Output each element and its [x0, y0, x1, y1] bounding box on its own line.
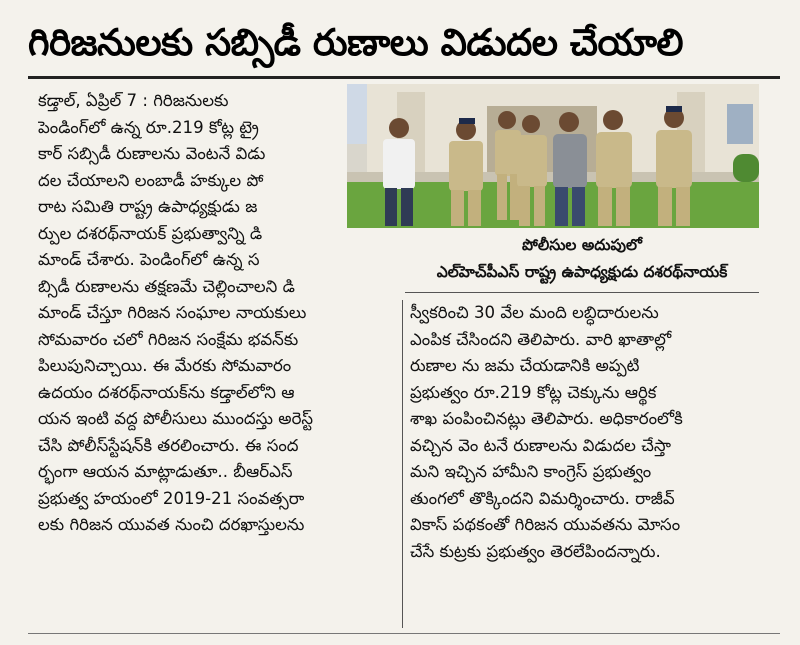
- headline: గిరిజనులకు సబ్సిడీ రుణాలు విడుదల చేయాలి: [28, 21, 684, 64]
- article-column-right: [410, 300, 766, 630]
- article-column-left: [38, 88, 396, 623]
- article-line: రుణాల ను జమ చేయడానికి అప్పటి: [410, 356, 640, 375]
- photo-caption-line-2: ఎల్‌హెచ్‌పీఎస్ రాష్ట్ర ఉపాధ్యక్షుడు దశరథ్‌నాయక్: [436, 263, 728, 281]
- article-line: బ్సిడీ రుణాలను తక్షణమే చెల్లించాలని డి: [38, 276, 295, 296]
- photo-window: [727, 104, 753, 144]
- article-line: ర్భంగా ఆయన మాట్లాడుతూ.. బీఆర్ఎస్: [38, 462, 293, 481]
- news-photo: [347, 84, 759, 228]
- article-line: చేసే కుట్రకు ప్రభుత్వం తెరలేపిందన్నారు.: [410, 541, 661, 561]
- headline-rule: [28, 76, 780, 79]
- article-line: మాండ్ చేస్తూ గిరిజన సంఘాల నాయకులు: [38, 303, 307, 322]
- article-line: మని ఇచ్చిన హామీని కాంగ్రెస్ ప్రభుత్వం: [410, 462, 652, 481]
- article-line: ప్రభుత్వం రూ.219 కోట్ల చెక్కును ఆర్థిక: [410, 382, 657, 402]
- article-line: చేసి పోలీస్‌స్టేషన్‌కి తరలించారు. ఈ సంద: [38, 435, 299, 455]
- photo-illustration: [347, 84, 759, 228]
- article-line: కడ్తాల్, ఏప్రిల్ 7 : గిరిజనులకు: [38, 91, 229, 110]
- photo-shrub: [733, 154, 759, 182]
- article-line: సోమవారం చలో గిరిజన సంక్షేమ భవన్‌కు: [38, 329, 299, 349]
- article-line: పిలుపునిచ్చాయి. ఈ మేరకు సోమవారం: [38, 356, 292, 375]
- article-line: వికాస్ పథకంతో గిరిజన యువతను మోసం: [410, 515, 681, 534]
- article-line: లకు గిరిజన యువత నుంచి దరఖాస్తులను: [38, 515, 305, 534]
- article-line: తుంగలో తొక్కిందని విమర్శించారు. రాజీవ్: [410, 488, 675, 508]
- article-line: వచ్చిన వెం టనే రుణాలను విడుదల చేస్తా: [410, 435, 671, 455]
- article-line: ర్పుల దశరథ్‌నాయక్ ప్రభుత్వాన్ని డి: [38, 223, 263, 243]
- column-divider: [402, 300, 403, 628]
- bottom-rule: [28, 633, 780, 634]
- article-line: స్వీకరించి 30 వేల మంది లబ్ధిదారులను: [410, 303, 659, 322]
- article-line: మాండ్ చేశారు. పెండింగ్‌లో ఉన్న స: [38, 250, 260, 269]
- article-line: యన ఇంటి వద్ద పోలీసులు ముందస్తు అరెస్ట్: [38, 409, 314, 428]
- article-line: ఉదయం దశరథ్‌నాయక్‌ను కడ్తాల్‌లోని ఆ: [38, 382, 295, 402]
- photo-caption: [405, 232, 759, 290]
- article-line: పెండింగ్‌లో ఉన్న రూ.219 కోట్ల ట్రై: [38, 117, 259, 137]
- article-line: శాఖ పంపించినట్లు తెలిపారు. అధికారంలోకి: [410, 409, 683, 428]
- article-line: ఎంపిక చేసిందని తెలిపారు. వారి ఖాతాల్లో: [410, 329, 672, 349]
- article-line: రాట సమితి రాష్ట్ర ఉపాధ్యక్షుడు జ: [38, 197, 258, 216]
- article-line: కార్ సబ్సిడీ రుణాలను వెంటనే విడు: [38, 144, 266, 163]
- photo-caption-line-1: పోలీసుల అదుపులో: [522, 236, 642, 254]
- caption-rule: [405, 292, 759, 293]
- article-line: ప్రభుత్వ హయంలో 2019-21 సంవత్సరా: [38, 488, 305, 508]
- article-line: దల చేయాలని లంబాడీ హక్కుల పో: [38, 170, 264, 190]
